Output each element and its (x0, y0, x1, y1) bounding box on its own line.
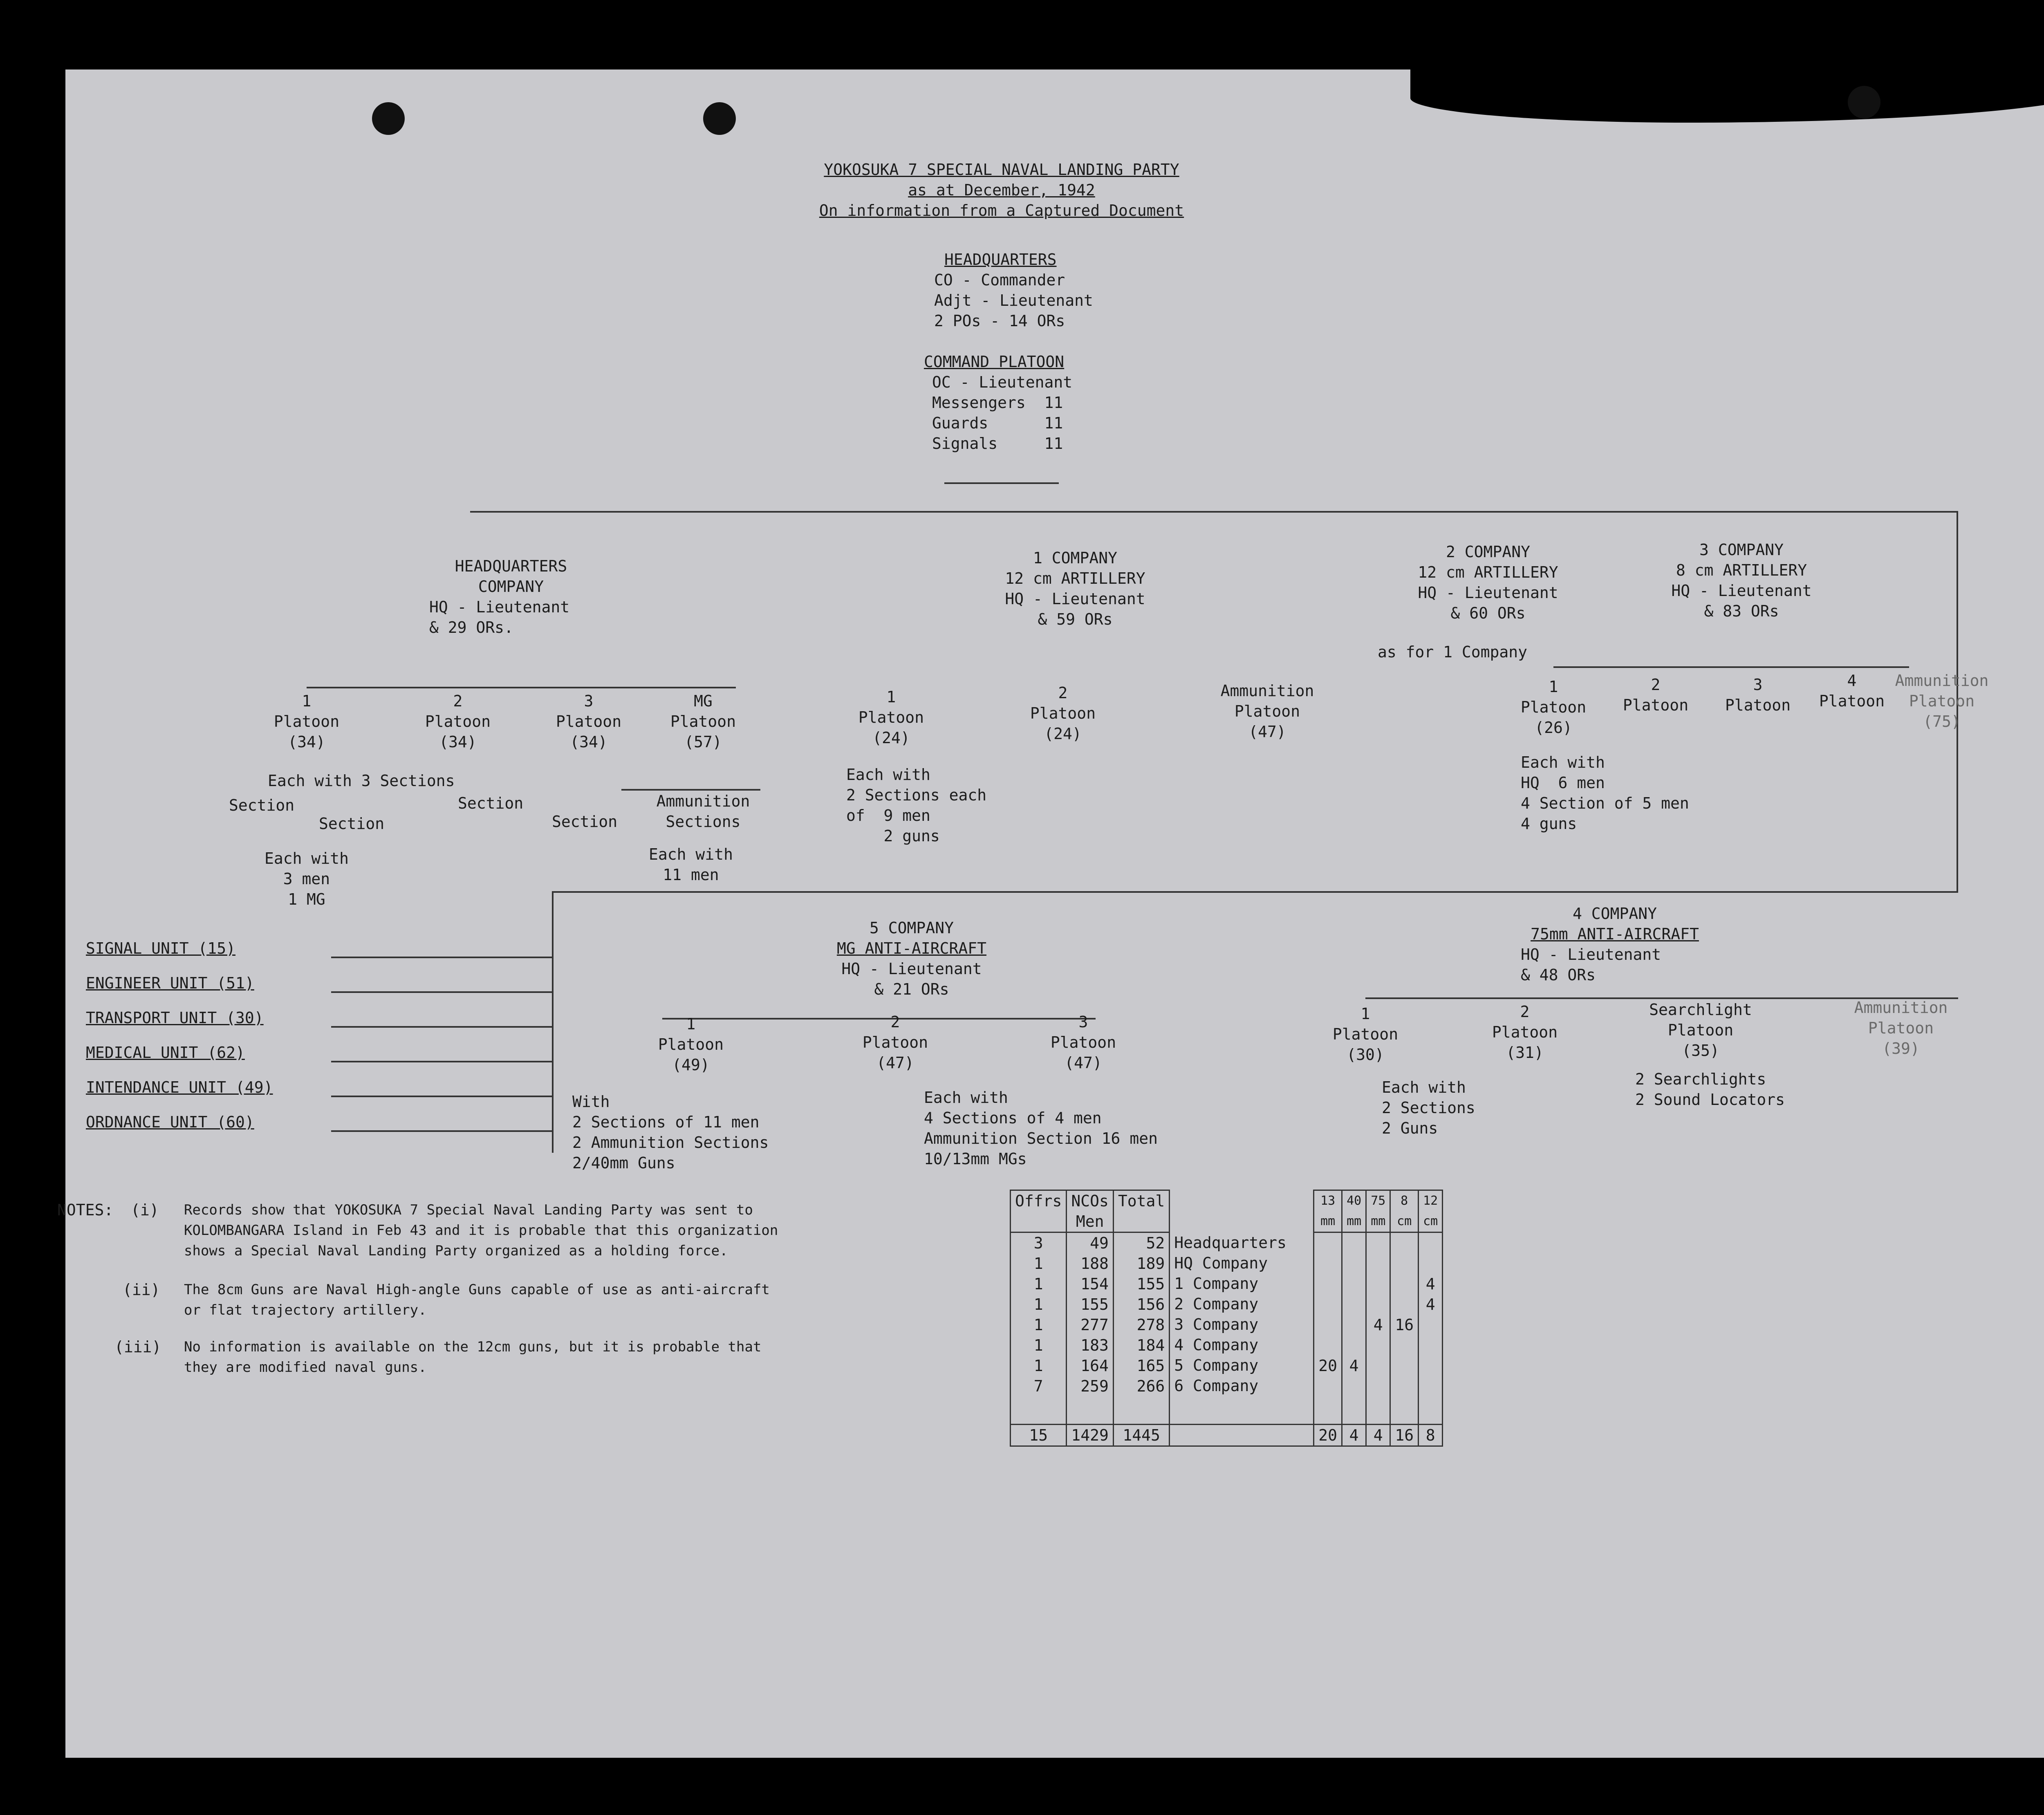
page-tear (1410, 61, 2044, 123)
hq-each-with: Each with 3 Sections (268, 772, 455, 790)
hq-line: Adjt - Lieutenant (934, 291, 1093, 309)
col-header: Total (1113, 1190, 1169, 1232)
section-label: Section (458, 794, 524, 812)
table-cell: 4 4 (1419, 1232, 1443, 1425)
support-unit: SIGNAL UNIT (15) (86, 939, 236, 957)
company4-detail: HQ - Lieutenant & 48 ORs (1521, 946, 1661, 984)
company2-detail: HQ - Lieutenant & 60 ORs (1418, 584, 1558, 622)
company5-note: With 2 Sections of 11 men 2 Ammunition Sections 2/40mm Guns (572, 1093, 769, 1172)
company3-note: Each with HQ 6 men 4 Section of 5 men 4 guns (1521, 753, 1689, 833)
table-cell: 20 (1314, 1232, 1342, 1425)
section-label: Section (552, 813, 618, 831)
connector (331, 957, 552, 958)
company4-subtitle: 75mm ANTI-AIRCRAFT (1531, 925, 1699, 943)
company1-detail: HQ - Lieutenant & 59 ORs (1005, 590, 1145, 628)
company1-note: Each with 2 Sections each of 9 men 2 guns (846, 766, 987, 845)
col-header: 8 cm (1390, 1190, 1419, 1232)
company3-platoon: 2 Platoon (1623, 676, 1689, 714)
support-unit: ENGINEER UNIT (51) (86, 974, 254, 992)
col-header: 40 mm (1342, 1190, 1366, 1232)
col-header: 13 mm (1314, 1190, 1342, 1232)
ammo-section-note: Each with 11 men (649, 845, 733, 884)
company4-platoon: Ammunition Platoon (39) (1854, 999, 1948, 1058)
doc-title: YOKOSUKA 7 SPECIAL NAVAL LANDING PARTY (824, 161, 1179, 179)
hq-line: 2 POs - 14 ORs (934, 312, 1065, 330)
table-cell: 49 188 154 155 277 183 164 259 (1067, 1232, 1114, 1425)
table-total: 1429 (1067, 1425, 1114, 1446)
note-text: The 8cm Guns are Naval High-angle Guns capable of use as anti-aircraft or flat trajectory artillery. (184, 1282, 770, 1318)
table-cell: Headquarters HQ Company 1 Company 2 Company 3 Company 4 Company 5 Company 6 Company (1174, 1233, 1286, 1395)
hq-company-title: HEADQUARTERS COMPANY (455, 557, 567, 596)
connector (1553, 666, 1909, 668)
support-unit: MEDICAL UNIT (62) (86, 1044, 245, 1062)
company1-title: 1 COMPANY 12 cm ARTILLERY (1005, 549, 1145, 587)
note-number: (iii) (114, 1338, 161, 1356)
company4-platoon: 1 Platoon (30) (1332, 1005, 1399, 1064)
hq-platoon: 2 Platoon (34) (425, 692, 491, 751)
col-header (1170, 1190, 1314, 1232)
company4-platoon: Searchlight Platoon (35) (1649, 1001, 1752, 1060)
connector (621, 789, 760, 791)
note-text: Records show that YOKOSUKA 7 Special Naval Landing Party was sent to KOLOMBANGARA Island in Feb 43 and it is probable that this organization shows a Special Naval Landing Party organized as a holding force. (184, 1202, 778, 1259)
connector (331, 1130, 552, 1132)
section-label: Section (319, 815, 385, 833)
connector (331, 991, 552, 993)
table-cell: 4 (1342, 1232, 1366, 1425)
col-header: NCOs Men (1067, 1190, 1114, 1232)
table-total: 15 (1011, 1425, 1067, 1446)
company4-platoon: 2 Platoon (31) (1492, 1003, 1558, 1062)
command-platoon-heading: COMMAND PLATOON (924, 353, 1065, 371)
hq-heading: HEADQUARTERS (944, 251, 1057, 269)
hq-line: CO - Commander (934, 271, 1065, 289)
table-cell: 52 189 155 156 278 184 165 266 (1113, 1232, 1169, 1425)
company5-title: 5 COMPANY (870, 919, 954, 937)
company2-note: as for 1 Company (1378, 643, 1528, 661)
table-cell: 16 (1390, 1232, 1419, 1425)
connector (552, 891, 554, 1153)
support-unit: ORDNANCE UNIT (60) (86, 1113, 254, 1131)
connector (331, 1061, 552, 1062)
company4-note: Each with 2 Sections 2 Guns (1382, 1078, 1475, 1137)
table-cell: 4 (1366, 1232, 1390, 1425)
company4-title: 4 COMPANY (1573, 905, 1657, 923)
hq-platoon: MG Platoon (57) (670, 692, 736, 751)
connector (944, 482, 1059, 484)
command-platoon-line: Signals 11 (932, 435, 1063, 453)
note-number: (i) (131, 1201, 159, 1219)
connector (307, 687, 736, 688)
hq-platoon: 3 Platoon (34) (556, 692, 622, 751)
company2-title: 2 COMPANY 12 cm ARTILLERY (1418, 543, 1558, 581)
company5-platoon: 1 Platoon (49) (658, 1015, 724, 1074)
table-total: 1445 (1113, 1425, 1169, 1446)
table-total: 16 (1390, 1425, 1419, 1446)
hq-platoon: 1 Platoon (34) (273, 692, 340, 751)
company3-platoon: 3 Platoon (1725, 676, 1791, 714)
table-total: 8 (1419, 1425, 1443, 1446)
col-header: 75 mm (1366, 1190, 1390, 1232)
col-header: 12 cm (1419, 1190, 1443, 1232)
punch-hole (703, 102, 736, 135)
company3-title: 3 COMPANY 8 cm ARTILLERY (1676, 541, 1807, 579)
notes-label: NOTES: (57, 1201, 114, 1219)
company3-detail: HQ - Lieutenant & 83 ORs (1671, 582, 1812, 620)
table-total: 4 (1342, 1425, 1366, 1446)
company1-platoon: 1 Platoon (24) (858, 688, 924, 747)
company1-platoon: Ammunition Platoon (47) (1220, 682, 1314, 741)
command-platoon-line: OC - Lieutenant (932, 373, 1073, 391)
company5-note: Each with 4 Sections of 4 men Ammunition Section 16 men 10/13mm MGs (924, 1089, 1158, 1168)
company5-platoon: 2 Platoon (47) (862, 1013, 928, 1072)
company3-platoon: 1 Platoon (26) (1520, 678, 1587, 737)
company5-subtitle: MG ANTI-AIRCRAFT (836, 939, 987, 957)
col-header: Offrs (1011, 1190, 1067, 1232)
company5-detail: HQ - Lieutenant & 21 ORs (841, 960, 982, 998)
table-total: 4 (1366, 1425, 1390, 1446)
connector (470, 511, 1958, 513)
strength-table (1010, 1190, 1443, 1447)
hq-section-note: Each with 3 men 1 MG (264, 849, 349, 908)
connector (331, 1096, 552, 1097)
table-total (1170, 1425, 1314, 1446)
section-label: Section (229, 796, 295, 814)
company1-platoon: 2 Platoon (24) (1030, 684, 1096, 743)
company4-note: 2 Searchlights 2 Sound Locators (1635, 1070, 1785, 1109)
company5-platoon: 3 Platoon (47) (1050, 1013, 1116, 1072)
command-platoon-line: Guards 11 (932, 414, 1063, 432)
note-number: (ii) (123, 1281, 160, 1299)
connector (331, 1026, 552, 1028)
support-unit: TRANSPORT UNIT (30) (86, 1009, 264, 1027)
punch-hole (1848, 86, 1880, 119)
table-total: 20 (1314, 1425, 1342, 1446)
doc-date: as at December, 1942 (908, 181, 1095, 199)
ammunition-sections: Ammunition Sections (656, 792, 750, 831)
command-platoon-line: Messengers 11 (932, 394, 1063, 412)
connector (552, 891, 1958, 893)
note-text: No information is available on the 12cm guns, but it is probable that they are modified naval guns. (184, 1339, 762, 1376)
table-cell: 3 1 1 1 1 1 1 7 (1011, 1232, 1067, 1425)
company3-platoon: 4 Platoon (1819, 672, 1885, 710)
support-unit: INTENDANCE UNIT (49) (86, 1078, 273, 1096)
punch-hole (372, 102, 405, 135)
company3-platoon: Ammunition Platoon (75) (1895, 672, 1989, 730)
hq-company-detail: HQ - Lieutenant & 29 ORs. (429, 598, 570, 636)
doc-source: On information from a Captured Document (819, 202, 1184, 220)
